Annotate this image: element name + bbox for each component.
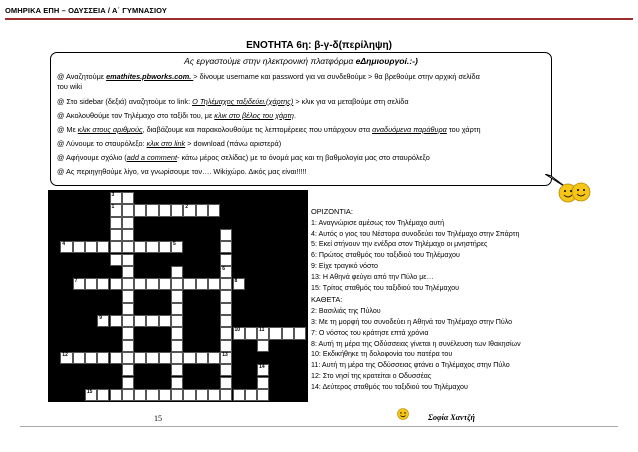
crossword-cell[interactable] [233, 278, 245, 290]
crossword-cell[interactable] [183, 278, 195, 290]
crossword-cell[interactable] [159, 352, 171, 364]
crossword-cell[interactable] [85, 389, 97, 401]
down-clue: 3: Με τη μορφή του συνοδεύει η Αθηνά τον Τηλέμαχο στην Πύλο [311, 317, 513, 326]
clue-number: 10 [234, 327, 241, 334]
crossword-cell[interactable] [220, 377, 232, 389]
crossword-cell[interactable] [97, 241, 109, 253]
map-link[interactable]: Ο Τηλέμαχος ταξιδεύει.(χάρτης) [192, 97, 294, 106]
instruction-line-4: @ Ακολουθούμε τον Τηλέμαχο στο ταξίδι του, με κλικ στο βέλος του χάρτη. [57, 111, 297, 120]
crossword-cell[interactable] [233, 327, 245, 339]
clue-number: 6 [222, 265, 225, 272]
crossword-cell[interactable] [134, 315, 146, 327]
page-title: ΕΝΟΤΗΤΑ 6η: β-γ-δ(περίληψη) [246, 40, 392, 51]
crossword-cell[interactable] [220, 340, 232, 352]
instruction-line-8: @ Ας περιηγηθούμε λίγο, να γνωρίσουμε τον…. Wikiχώρο. Δικός μας είναι!!!!! [57, 167, 307, 176]
instruction-line-1: @ Αναζητούμε emathites.pbworks.com. > δίνουμε username και password για να συνδεθούμε > θα βρεθούμε στην αρχική σελίδα [57, 72, 480, 81]
crossword-cell[interactable] [183, 389, 195, 401]
crossword-cell[interactable] [171, 389, 183, 401]
crossword-cell[interactable] [208, 389, 220, 401]
crossword-cell[interactable] [257, 389, 269, 401]
crossword-cell[interactable] [220, 327, 232, 339]
page-number: 15 [154, 414, 162, 423]
across-clue: 15: Τρίτος σταθμός του ταξιδιού του Τηλέμαχου [311, 283, 459, 292]
crossword-cell[interactable] [122, 278, 134, 290]
crossword-cell[interactable] [146, 278, 158, 290]
across-clue: 13: Η Αθηνά φεύγει από την Πύλο με… [311, 272, 434, 281]
crossword-cell[interactable] [171, 315, 183, 327]
crossword-cell[interactable] [171, 377, 183, 389]
clue-number: 15 [86, 388, 93, 395]
crossword-cell[interactable] [97, 315, 109, 327]
crossword-cell[interactable] [220, 266, 232, 278]
crossword-cell[interactable] [245, 327, 257, 339]
crossword-cell[interactable] [110, 204, 122, 216]
clue-number: 8 [234, 278, 238, 285]
crossword-cell[interactable] [110, 192, 122, 204]
crossword-cell[interactable] [171, 204, 183, 216]
header-rule [5, 18, 633, 20]
crossword-cell[interactable] [85, 241, 97, 253]
crossword-cell[interactable] [171, 364, 183, 376]
crossword-cell[interactable] [220, 303, 232, 315]
crossword-cell[interactable] [122, 204, 134, 216]
crossword-cell[interactable] [122, 315, 134, 327]
crossword-cell[interactable] [245, 389, 257, 401]
crossword-cell[interactable] [171, 290, 183, 302]
crossword-cell[interactable] [110, 254, 122, 266]
crossword-cell[interactable] [110, 241, 122, 253]
clue-number: 13 [222, 351, 228, 358]
crossword-cell[interactable] [60, 241, 72, 253]
crossword-cell[interactable] [122, 266, 134, 278]
crossword-cell[interactable] [220, 315, 232, 327]
platform-name: eΔημιουργοί.:-) [355, 56, 418, 66]
crossword-cell[interactable] [122, 389, 134, 401]
crossword-cell[interactable] [134, 352, 146, 364]
crossword-cell[interactable] [97, 278, 109, 290]
crossword-cell[interactable] [122, 192, 134, 204]
across-clue: 5: Εκεί στήνουν την ενέδρα στον Τηλέμαχο οι μνηστήρες [311, 240, 488, 249]
down-clue: 10: Εκδικήθηκε τη δολοφονία του πατέρα του [311, 350, 453, 359]
crossword-link[interactable]: κλικ στο link [146, 139, 186, 148]
crossword-cell[interactable] [122, 352, 134, 364]
crossword-cell[interactable] [171, 352, 183, 364]
across-clue: 9: Είχε τραγικό νόστο [311, 261, 379, 270]
crossword-cell[interactable] [146, 389, 158, 401]
crossword-cell[interactable] [220, 364, 232, 376]
smiley-pair-icon [557, 180, 593, 204]
crossword-cell[interactable] [269, 327, 281, 339]
crossword-cell[interactable] [146, 315, 158, 327]
crossword-cell[interactable] [220, 290, 232, 302]
crossword-cell[interactable] [171, 340, 183, 352]
crossword-cell[interactable] [97, 352, 109, 364]
crossword-cell[interactable] [196, 389, 208, 401]
crossword-cell[interactable] [134, 241, 146, 253]
site-link[interactable]: emathites.pbworks.com. [106, 72, 194, 81]
map-arrow-link[interactable]: κλικ στο βέλος του χάρτη [214, 111, 294, 120]
instruction-line-3: @ Στο sidebar (δεξιά) αναζητούμε το link: Ο Τηλέμαχος ταξιδεύει.(χάρτης) > κλικ για να μεταβούμε στη σελίδα [57, 97, 409, 106]
crossword-cell[interactable] [171, 327, 183, 339]
clue-number: 2 [185, 204, 189, 211]
down-clue: 12: Στο νησί της κρατείται ο Οδυσσέας [311, 371, 432, 380]
crossword-cell[interactable] [196, 278, 208, 290]
crossword-cell[interactable] [171, 303, 183, 315]
crossword-cell[interactable] [146, 241, 158, 253]
down-clue: 7: Ο νόστος του κράτησε επτά χρόνια [311, 328, 429, 337]
instruction-line-7: @ Αφήνουμε σχόλιο (add a comment- κάτω μέρος σελίδας) με το όνομά μας και τη βαθμολογία μας στο σταυρόλεξο [57, 153, 430, 162]
crossword-cell[interactable] [146, 352, 158, 364]
crossword-cell[interactable] [257, 364, 269, 376]
down-clue: 8: Αυτή τη μέρα της Οδύσσειας γίνεται η συνέλευση των Ιθακησίων [311, 339, 521, 348]
crossword-cell[interactable] [257, 340, 269, 352]
crossword-cell[interactable] [60, 352, 72, 364]
crossword-cell[interactable] [159, 204, 171, 216]
crossword-cell[interactable] [85, 352, 97, 364]
crossword-cell[interactable] [171, 278, 183, 290]
crossword-cell[interactable] [122, 303, 134, 315]
crossword-cell[interactable] [208, 352, 220, 364]
clue-number: 9 [99, 315, 102, 321]
crossword-cell[interactable] [134, 204, 146, 216]
crossword-cell[interactable] [282, 327, 294, 339]
crossword-cell[interactable] [122, 364, 134, 376]
crossword-cell[interactable] [110, 389, 122, 401]
subtitle-text: Ας εργαστούμε στην ηλεκτρονική πλατφόρμα [184, 56, 356, 66]
down-clue: 2: Βασιλιάς της Πύλου [311, 307, 381, 316]
crossword-cell[interactable] [159, 278, 171, 290]
clue-number: 11 [259, 327, 265, 334]
crossword-cell[interactable] [159, 241, 171, 253]
crossword-cell[interactable] [196, 204, 208, 216]
clue-number: 14 [259, 364, 265, 371]
crossword-cell[interactable] [110, 315, 122, 327]
crossword-grid [48, 190, 308, 402]
crossword-cell[interactable] [208, 204, 220, 216]
crossword-cell[interactable] [122, 327, 134, 339]
crossword-cell[interactable] [257, 377, 269, 389]
crossword-cell[interactable] [146, 204, 158, 216]
clue-number: 4 [62, 241, 66, 248]
crossword-cell[interactable] [85, 278, 97, 290]
crossword-cell[interactable] [122, 377, 134, 389]
crossword-cell[interactable] [294, 327, 306, 339]
callout-subtitle [51, 56, 551, 66]
across-clue: 4: Αυτός ο γιος του Νέστορα συνοδεύει τον Τηλέμαχο στην Σπάρτη [311, 229, 520, 238]
crossword-cell[interactable] [122, 229, 134, 241]
crossword-cell[interactable] [220, 229, 232, 241]
down-clue: 14: Δεύτερος σταθμός του ταξιδιού του Τηλέμαχου [311, 382, 468, 391]
across-clue: 6: Πρώτος σταθμός του ταξιδιού του Τηλέμαχου [311, 251, 460, 260]
crossword-cell[interactable] [73, 352, 85, 364]
crossword-cell[interactable] [208, 278, 220, 290]
crossword-cell[interactable] [110, 229, 122, 241]
footer-rule [20, 426, 618, 427]
instruction-line-2: του wiki [57, 82, 83, 91]
crossword-cell[interactable] [122, 241, 134, 253]
down-heading: ΚΑΘΕΤΑ: [311, 295, 343, 305]
crossword-cell[interactable] [122, 290, 134, 302]
crossword-cell[interactable] [134, 278, 146, 290]
instruction-line-5: @ Με κλικ στους αριθμούς, διαβάζουμε και παρακολουθούμε τις λεπτομέρειες που υπάρχουν στα αναδυόμενα παράθυρα του χάρτη [57, 125, 481, 134]
header-text: ΟΜΗΡΙΚΑ ΕΠΗ – ΟΔΥΣΣΕΙΑ / Α΄ ΓΥΜΝΑΣΙΟΥ [5, 6, 167, 15]
crossword-cell[interactable] [159, 389, 171, 401]
crossword-cell[interactable] [159, 315, 171, 327]
crossword-cell[interactable] [220, 278, 232, 290]
crossword-cell[interactable] [134, 389, 146, 401]
crossword-cell[interactable] [233, 389, 245, 401]
crossword-cell[interactable] [110, 278, 122, 290]
clue-number: 5 [173, 241, 176, 248]
clues-panel [311, 207, 611, 393]
author-name: Σοφία Χαντζή [428, 413, 475, 422]
crossword-cell[interactable] [97, 389, 109, 401]
crossword-cell[interactable] [122, 254, 134, 266]
crossword-cell[interactable] [257, 327, 269, 339]
crossword-cell[interactable] [122, 217, 134, 229]
crossword-cell[interactable] [220, 241, 232, 253]
clue-number: 1 [111, 204, 115, 211]
crossword-cell[interactable] [220, 352, 232, 364]
crossword-cell[interactable] [196, 352, 208, 364]
instructions-callout [50, 52, 552, 186]
crossword-cell[interactable] [220, 389, 232, 401]
crossword-cell[interactable] [110, 352, 122, 364]
crossword-cell[interactable] [183, 352, 195, 364]
crossword-cell[interactable] [73, 278, 85, 290]
across-heading: ΟΡΙΖΟΝΤΙΑ: [311, 207, 353, 216]
clue-number: 3 [111, 192, 115, 198]
smiley-icon [397, 408, 409, 420]
down-clue: 11: Αυτή τη μέρα της Οδύσσειας φτάνει ο Τηλέμαχος στην Πύλο [311, 361, 510, 370]
crossword-cell[interactable] [220, 254, 232, 266]
clue-number: 12 [62, 351, 68, 358]
crossword-cell[interactable] [183, 204, 195, 216]
across-clue: 1: Αναγνώρισε αμέσως τον Τηλέμαχο αυτή [311, 218, 445, 227]
crossword-cell[interactable] [171, 241, 183, 253]
clue-number: 7 [74, 278, 78, 285]
numbers-link[interactable]: κλικ στους αριθμούς [77, 125, 143, 134]
crossword-cell[interactable] [122, 340, 134, 352]
popup-windows-link[interactable]: αναδυόμενα παράθυρα [372, 125, 447, 134]
crossword-cell[interactable] [110, 217, 122, 229]
instruction-line-6: @ Λύνουμε το σταυρόλεξο: κλικ στο link > download (πάνω αριστερά) [57, 139, 282, 148]
crossword-cell[interactable] [171, 266, 183, 278]
add-comment-link[interactable]: add a comment [126, 153, 178, 162]
crossword-cell[interactable] [73, 241, 85, 253]
page-header [5, 6, 633, 20]
